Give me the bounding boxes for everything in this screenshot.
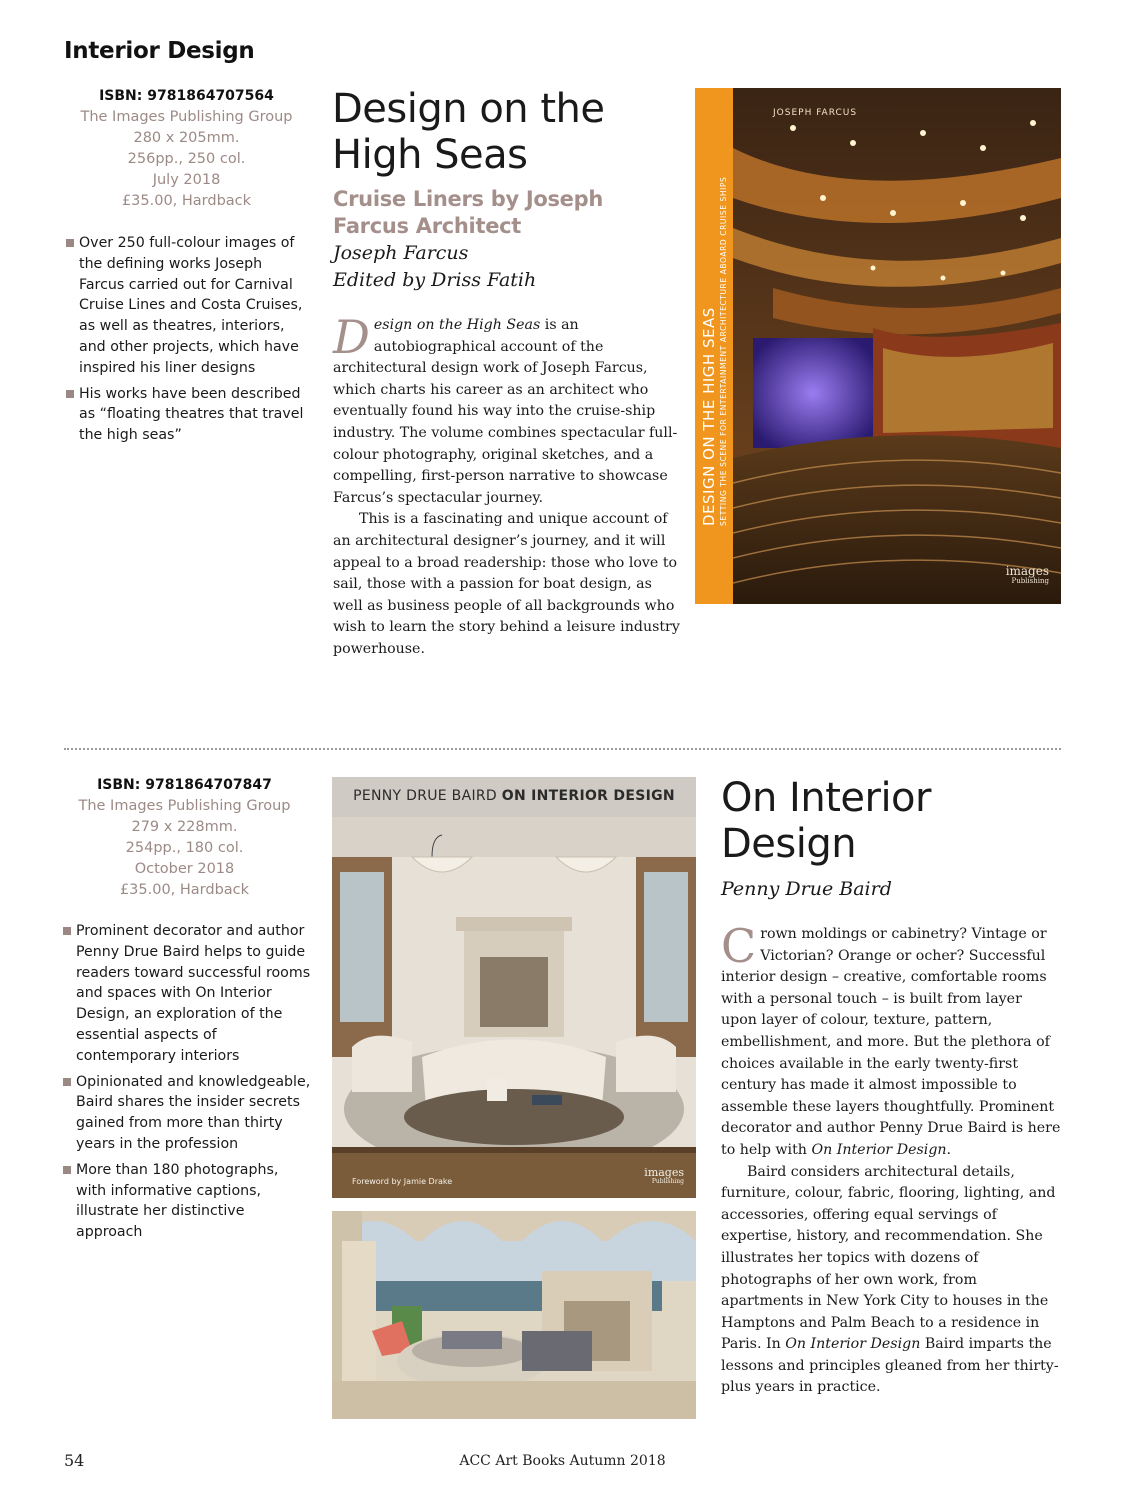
book2-dimensions: 279 x 228mm.	[131, 819, 238, 835]
book2-cover-image	[332, 777, 696, 1198]
book1-price: £35.00, Hardback	[121, 193, 252, 209]
book2-description	[721, 919, 1062, 1399]
list-item: Prominent decorator and author Penny Drue Baird helps to guide readers toward successful rooms and spaces with On Interior Design, an exploration of the essential aspects of contemporary interiors	[63, 921, 311, 1067]
book2-publisher: The Images Publishing Group	[78, 798, 291, 814]
book1-paragraph-1: Design on the High Seas is an autobiographical account of the architectural design work of Joseph Farcus, which charts his career as an architect who eventually found his way into the cruise-ship industry. The volume combines spectacular full-colour photography, original sketches, and a compelling, first-person narrative to showcase Farcus’s spectacular journey.	[333, 310, 678, 506]
book1-date: July 2018	[152, 172, 221, 188]
patio-photo	[332, 1211, 696, 1419]
book2-paragraph-1: Crown moldings or cabinetry? Vintage or Victorian? Orange or ocher? Successful interior design – creative, comfortable rooms with a personal touch – is built from layer upon layer of colour, texture, pattern, embellishment, and more. But the plethora of choices available in the early twenty-first century has made it almost impossible to assemble these layers thoughtfully. Prominent decorator and author Penny Drue Baird is here to help with On Interior Design.	[721, 919, 1061, 1158]
list-item: Opinionated and knowledgeable, Baird shares the insider secrets gained from more than thirty years in the profession	[63, 1072, 311, 1155]
page-number: 54	[64, 1451, 85, 1470]
dropcap: C	[721, 919, 757, 973]
bullet-square-icon	[66, 390, 74, 398]
book2-paragraph-2: Baird considers architectural details, furniture, colour, fabric, flooring, lighting, and accessories, offering equal servings of expertise, history, and recommendation. She illustrates her topics with dozens of photographs of her own work, from apartments in New York City to houses in the Hamptons and Palm Beach to a residence in Paris. In On Interior Design Baird imparts the lessons and principles gleaned from her thirty-plus years in practice.	[721, 1163, 1059, 1396]
bullet-square-icon	[63, 1166, 71, 1174]
cover-foreword: Foreword by Jamie Drake	[352, 1177, 453, 1186]
book1-title: Design on the High Seas	[332, 86, 605, 178]
book1-cover-image	[695, 88, 1061, 604]
cover-author: JOSEPH FARCUS	[773, 108, 858, 118]
book1-publisher: The Images Publishing Group	[80, 109, 293, 125]
list-item: Over 250 full-colour images of the defining works Joseph Farcus carried out for Carnival Cruise Lines and Costa Cruises, as well as theatres, interiors, and other projects, which have inspired his liner designs	[66, 233, 306, 379]
book2-meta	[62, 775, 307, 901]
book1-meta	[64, 86, 309, 212]
book1-pages: 256pp., 250 col.	[127, 151, 246, 167]
cover-heading: PENNY DRUE BAIRD ON INTERIOR DESIGN	[332, 777, 696, 817]
section-divider	[64, 748, 1061, 750]
bullet-square-icon	[66, 239, 74, 247]
list-item: More than 180 photographs, with informative captions, illustrate her distinctive approach	[63, 1160, 311, 1243]
book2-title: On Interior Design	[721, 775, 931, 867]
book2-date: October 2018	[134, 861, 235, 877]
book2-author: Penny Drue Baird	[721, 878, 892, 900]
patio-illustration	[332, 1211, 696, 1419]
section-title: Interior Design	[64, 38, 255, 64]
catalogue-name: ACC Art Books Autumn 2018	[459, 1453, 666, 1469]
theatre-illustration	[733, 88, 1061, 604]
book1-dimensions: 280 x 205mm.	[133, 130, 240, 146]
dropcap: D	[333, 310, 370, 364]
book2-bullets	[63, 921, 311, 1248]
book1-isbn: ISBN: 9781864707564	[99, 88, 274, 104]
living-room-illustration	[332, 817, 696, 1198]
book1-paragraph-2: This is a fascinating and unique account of an architectural designer’s journey, and it will appeal to a broad readership: those who love to sail, those with a passion for boat design, as well as business people of all backgrounds who wish to learn the story behind a leisure industry powerhouse.	[333, 511, 680, 657]
book2-price: £35.00, Hardback	[119, 882, 250, 898]
book2-isbn: ISBN: 9781864707847	[97, 777, 272, 793]
book1-description	[333, 310, 681, 661]
list-item: His works have been described as “floating theatres that travel the high seas”	[66, 384, 306, 446]
cover-spine-text: DESIGN ON THE HIGH SEAS SETTING THE SCENE FOR ENTERTAINMENT ARCHITECTURE ABOARD CRUISE SHIPS	[700, 176, 728, 526]
publisher-logo: images Publishing	[1005, 564, 1049, 585]
publisher-logo: images Publishing	[644, 1166, 684, 1185]
book1-bullets	[66, 233, 306, 451]
bullet-square-icon	[63, 1078, 71, 1086]
book1-author: Joseph Farcus Edited by Driss Fatih	[333, 242, 537, 291]
bullet-square-icon	[63, 927, 71, 935]
book1-subtitle: Cruise Liners by Joseph Farcus Architect	[333, 187, 604, 238]
book2-pages: 254pp., 180 col.	[125, 840, 244, 856]
